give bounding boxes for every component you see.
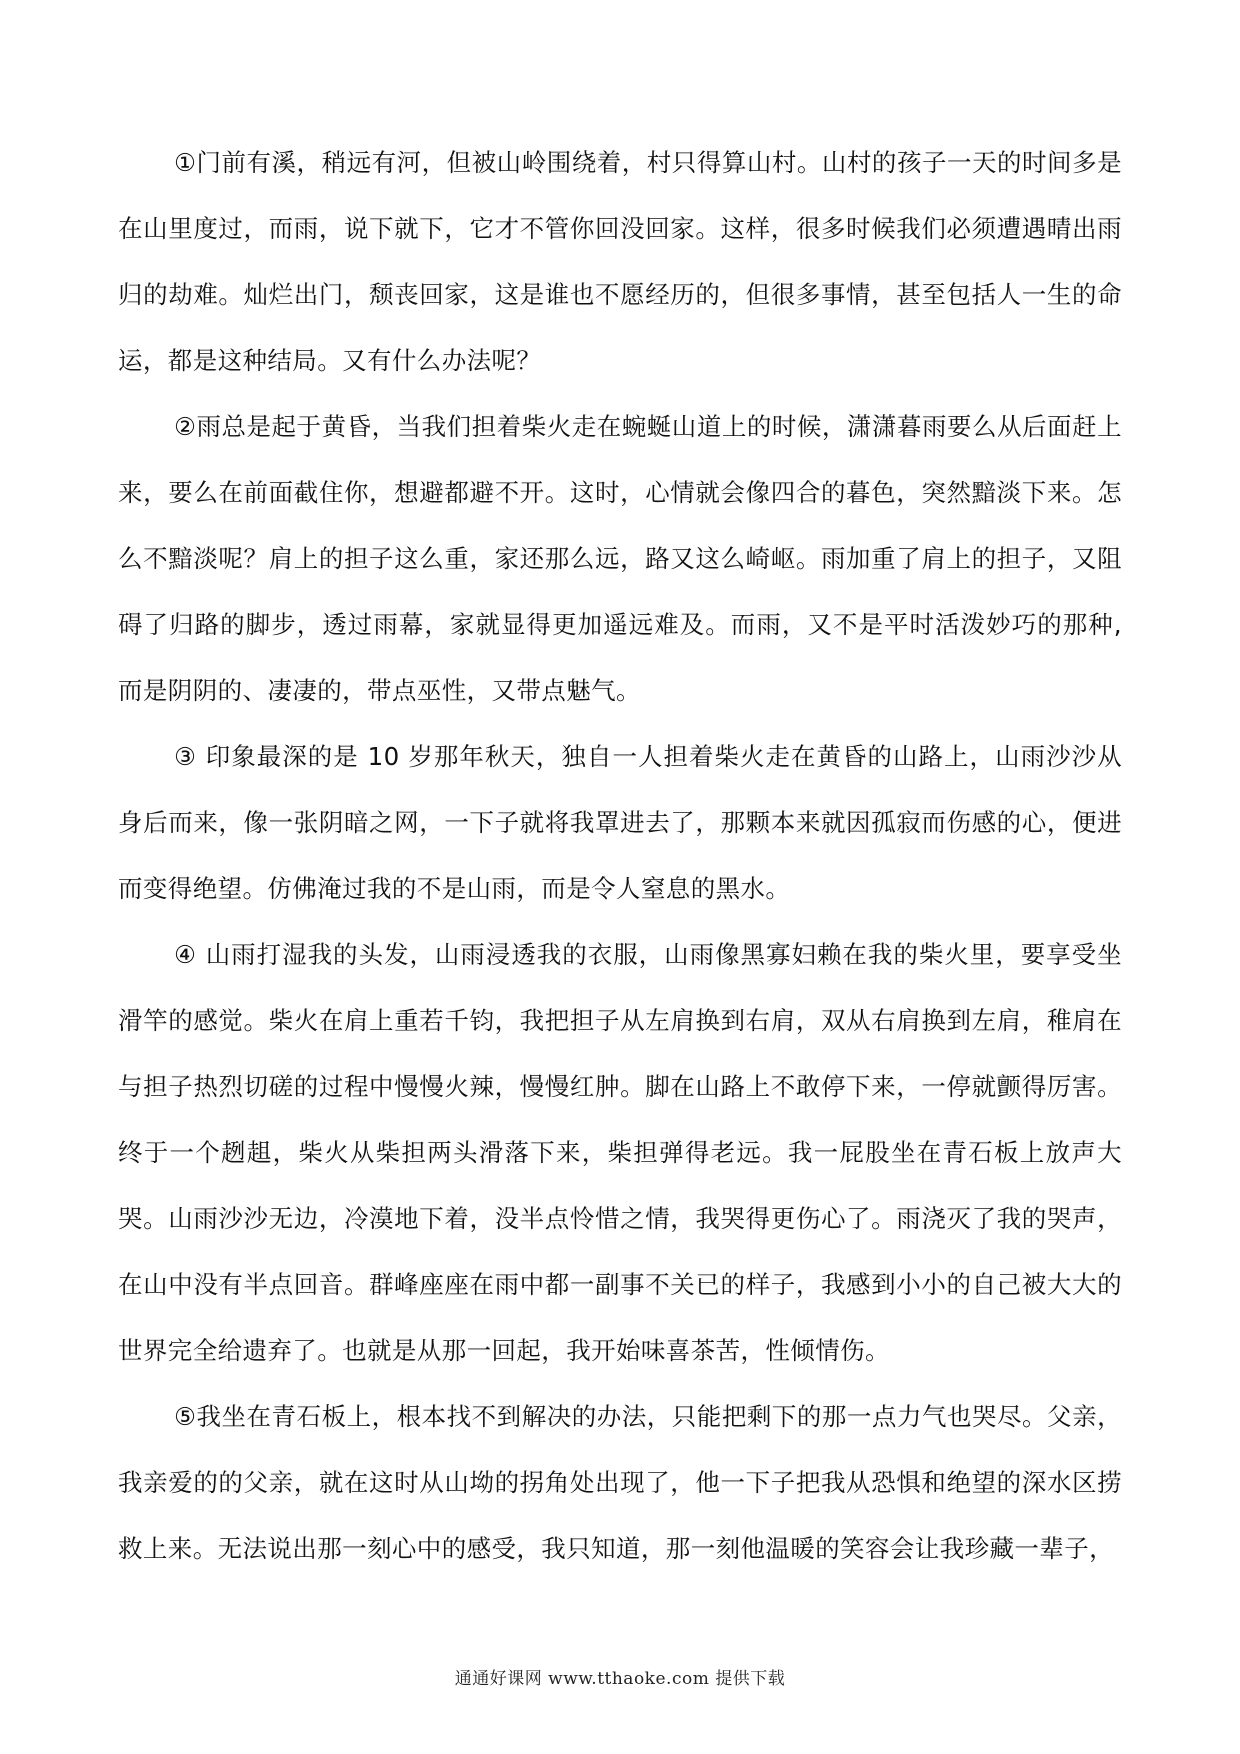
article-body — [118, 130, 1122, 1582]
paragraph-3: ③ 印象最深的是 10 岁那年秋天，独自一人担着柴火走在黄昏的山路上，山雨沙沙从身后而来，像一张阴暗之网，一下子就将我罩进去了，那颗本来就因孤寂而伤感的心，便进而变得绝望。仿佛淹过我的不是山雨，而是令人窒息的黑水。 — [118, 742, 1122, 903]
paragraph-2: ②雨总是起于黄昏，当我们担着柴火走在蜿蜒山道上的时候，潇潇暮雨要么从后面赶上来，要么在前面截住你，想避都避不开。这时，心情就会像四合的暮色，突然黯淡下来。怎么不黯淡呢？肩上的担子这么重，家还那么远，路又这么崎岖。雨加重了肩上的担子，又阻碍了归路的脚步，透过雨幕，家就显得更加遥远难及。而雨，又不是平时活泼妙巧的那种,而是阴阴的、凄凄的，带点巫性，又带点魅气。 — [118, 412, 1122, 705]
paragraph-1: ①门前有溪，稍远有河，但被山岭围绕着，村只得算山村。山村的孩子一天的时间多是在山里度过，而雨，说下就下，它才不管你回没回家。这样，很多时候我们必须遭遇晴出雨归的劫难。灿烂出门，颓丧回家，这是谁也不愿经历的，但很多事情，甚至包括人一生的命运，都是这种结局。又有什么办法呢？ — [118, 148, 1122, 375]
page-footer: 通通好课网 www.tthaoke.com 提供下载 — [454, 1669, 786, 1689]
paragraph-5: ⑤我坐在青石板上，根本找不到解决的办法，只能把剩下的那一点力气也哭尽。父亲，我亲爱的的父亲，就在这时从山坳的拐角处出现了，他一下子把我从恐惧和绝望的深水区捞救上来。无法说出那一刻心中的感受，我只知道，那一刻他温暖的笑容会让我珍藏一辈子， — [118, 1402, 1122, 1563]
paragraph-4: ④ 山雨打湿我的头发，山雨浸透我的衣服，山雨像黑寡妇赖在我的柴火里，要享受坐滑竿的感觉。柴火在肩上重若千钧，我把担子从左肩换到右肩，双从右肩换到左肩，稚肩在与担子热烈切磋的过程中慢慢火辣，慢慢红肿。脚在山路上不敢停下来，一停就颤得厉害。终于一个趔趄，柴火从柴担两头滑落下来，柴担弹得老远。我一屁股坐在青石板上放声大哭。山雨沙沙无边，冷漠地下着，没半点怜惜之情，我哭得更伤心了。雨浇灭了我的哭声，在山中没有半点回音。群峰座座在雨中都一副事不关已的样子，我感到小小的自己被大大的世界完全给遗弃了。也就是从那一回起，我开始味喜茶苦，性倾情伤。 — [118, 940, 1122, 1365]
